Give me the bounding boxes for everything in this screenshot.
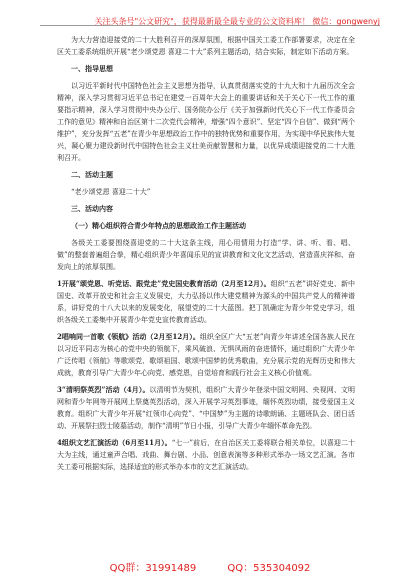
activity-item-1: 1开展“颂党恩、听党话、跟党走”党史国史教育活动（2月至12月）。组织“五老”讲好党史、新中国史、改革开放史和社会主义发展史，大力弘扬以伟大建党精神为源头的中国共产党人的精神谱系，讲好党的十八大以来的发展变化，展望党的二十大蓝图。把丁凯确定为青少年党史学习，组织各级关工委集中开展青少年党史宣传教育活动。 [57, 279, 355, 324]
activity-title: 1开展“颂党恩、听党话、跟党走”党史国史教育活动（2月至12月）。 [57, 279, 271, 288]
activity-title: 4组织文艺汇演活动（6月至11月）。 [57, 438, 172, 447]
activity-item-4: 4组织文艺汇演活动（6月至11月）。“七一”前后，在自治区关工委将联合相关单位，以喜迎二十大为主线，通过童声合唱、戏曲、舞台剧、小品、创意表演等多种形式举办一场文艺汇演。各市关工委可根据实际，选择适宜的形式举办本市的文艺汇演活动。 [57, 438, 355, 471]
activity-item-3: 3“清明祭英烈”活动（4月）。以清明节为契机，组织广大青少年登录中国文明网、央视网、文明网和青少年网等开展网上祭奠英烈活动，深入开展学习英烈事迹，缅怀英烈功绩，接受爱国主义教育。组织广大青少年开展“红领巾心向党”、“中国梦”为主题的诗歌朗诵、主题班队会、团日活动、开展祭扫烈士陵墓活动，制作“清明”节日小报，引导广大青少年缅怀革命先烈。 [57, 385, 355, 430]
footer-qq-group: QQ群：31991489 [109, 563, 197, 574]
page-header [40, 9, 380, 26]
footer-qq-contact: QQ：535304092 [227, 563, 311, 574]
header-banner-text: 关注头条号"公文研究"，获得最新最全最专业的公文资料库！ 微信：gongwenyj [94, 17, 380, 26]
document-body [57, 34, 355, 473]
section-heading-content: 三、活动内容 [71, 204, 113, 213]
theme-paragraph: “老少颂党恩 喜迎二十大” [71, 188, 151, 196]
section-heading-guiding-ideology: 一、指导思想 [71, 64, 113, 73]
guiding-ideology-paragraph: 以习近平新时代中国特色社会主义思想为指导，认真贯彻落实党的十九大和十九届历次全会精神，深入学习贯彻习近平总书记在建党一百周年大会上的重要讲话和关于关心下一代工作的重要指示精神，深入学习贯彻中央办公厅、国务院办公厅《关于加强新时代关心下一代工作委员会工作的意见》精神和自治区第十二次党代会精神，增强“四个意识”、坚定“四个自信”、做到“两个维护”，充分发挥“五老”在青少年思想政治工作中的独特优势和重要作用，为实现中华民族伟大复兴，凝心聚力建设新时代中国特色社会主义壮美贡献智慧和力量，以优异成绩迎接党的二十大胜利召开。 [57, 82, 355, 162]
section-heading-theme: 二、活动主题 [71, 170, 113, 179]
subsection-1-paragraph: 各级关工委要围绕喜迎党的二十大这条主线，用心用情用力打造“学、讲、听、看、唱、做”的整套普遍组合拳，精心组织青少年喜闻乐见的宣讲教育和文化文艺活动，营造喜庆祥和、奋发向上的浓厚氛围。 [57, 239, 355, 271]
intro-paragraph: 为大力营造迎接党的二十大胜利召开的深厚氛围，根据中国关工委工作部署要求，决定在全区关工委系统组织开展“老少颂党恩 喜迎二十大”系列主题活动，结合实际，制定如下活动方案。 [57, 36, 355, 56]
subsection-heading-1: （一）精心组织符合青少年特点的思想政治工作主题活动 [71, 221, 246, 230]
activity-item-2: 2唱响同一首歌《领航》活动（2月至12月）。组织全区广大“五老”向青少年讲述全国各族人民在以习近平同志为核心的党中央的领航下，乘风破浪、无惧风雨的奋进情怀，通过组织广大青少年广泛传唱《领航》等歌颂党、歌颂祖国、歌颂中国梦的优秀歌曲，充分展示党的光辉历史和伟大成就，教育引导广大青少年心向党、感党恩，自觉培育和践行社会主义核心价值观。 [57, 332, 355, 377]
page-footer [40, 559, 380, 574]
activity-title: 3“清明祭英烈”活动（4月）。 [57, 385, 150, 394]
activity-title: 2唱响同一首歌《领航》活动（2月至12月）。 [57, 332, 200, 341]
